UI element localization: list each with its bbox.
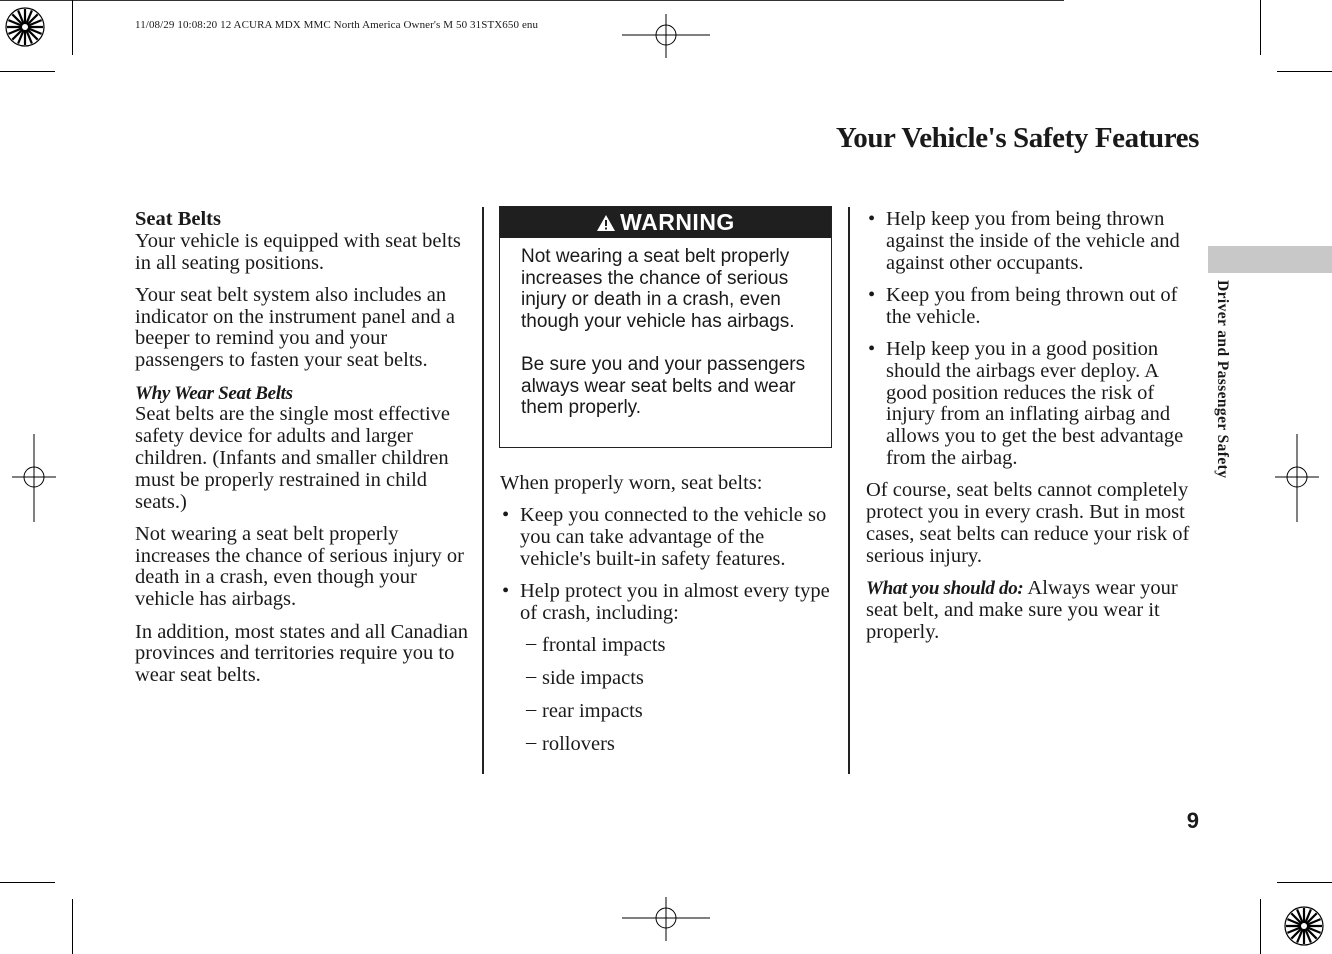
crop-mark — [72, 0, 73, 55]
crop-mark — [1277, 71, 1332, 72]
list-item: • Keep you connected to the vehicle so you can take advantage of the vehicle's built-in safety features. — [502, 504, 827, 570]
list-item: • Help protect you in almost every type of crash, including: — [502, 580, 830, 624]
registration-mark-icon — [12, 434, 56, 522]
list-item: • Help keep you in a good position should the airbags ever deploy. A good position reduces the risk of injury from an inflating airbag and allows you to get the best advantage from the airbag. — [868, 337, 1184, 469]
registration-mark-icon — [1275, 434, 1319, 522]
list-item: – rollovers — [526, 730, 615, 755]
registration-mark-icon — [622, 897, 710, 941]
section-heading: Seat Belts — [135, 208, 221, 230]
bullet-icon: • — [868, 208, 876, 230]
print-info-line: 11/08/29 10:08:20 12 ACURA MDX MMC North America Owner's M 50 31STX650 enu — [135, 19, 539, 31]
paragraph: Your vehicle is equipped with seat belts in all seating positions. — [135, 229, 461, 274]
page-title: Your Vehicle's Safety Features — [835, 122, 1199, 154]
dash-icon: – — [526, 665, 537, 688]
warning-title: WARNING — [620, 209, 735, 235]
crop-mark — [1260, 0, 1261, 55]
list-item: • Keep you from being thrown out of the vehicle. — [868, 283, 1178, 328]
bullet-icon: • — [502, 504, 510, 527]
benefit-list — [866, 209, 1201, 470]
starburst-target-icon — [5, 7, 45, 47]
section-tab-label: Driver and Passenger Safety — [1214, 280, 1231, 479]
page-number: 9 — [1186, 808, 1199, 833]
paragraph: In addition, most states and all Canadian provinces and territories require you to wear seat belts. — [135, 620, 469, 687]
column-middle — [500, 473, 835, 766]
benefit-list — [500, 505, 835, 624]
crop-mark — [0, 71, 55, 72]
crop-mark — [1260, 899, 1261, 954]
dash-icon: – — [526, 730, 537, 753]
title-divider — [0, 0, 1064, 1]
bullet-icon: • — [868, 283, 876, 306]
column-right — [866, 209, 1201, 654]
crash-type-list — [500, 632, 835, 755]
paragraph: When properly worn, seat belts: — [500, 472, 763, 494]
paragraph: Seat belts are the single most effective safety device for adults and larger children. (Infants and smaller children must be properly restrained in child seats.) — [135, 403, 450, 513]
paragraph: Your seat belt system also includes an indicator on the instrument panel and a beeper to remind you and your passengers to fasten your seat belts. — [135, 283, 455, 372]
paragraph: Of course, seat belts cannot completely protect you in every crash. But in most cases, seat belts can reduce your risk of serious injury. — [866, 479, 1190, 567]
list-item: – frontal impacts — [526, 632, 666, 657]
warning-paragraph: Not wearing a seat belt properly increases the chance of serious injury or death in a crash, even though your vehicle has airbags. — [521, 246, 795, 332]
bullet-icon: • — [502, 580, 510, 603]
warning-triangle-icon — [596, 214, 616, 232]
crop-mark — [72, 899, 73, 954]
list-item: – rear impacts — [526, 697, 643, 722]
bullet-icon: • — [868, 337, 876, 360]
dash-icon: – — [526, 632, 537, 655]
warning-paragraph: Be sure you and your passengers always wear seat belts and wear them properly. — [521, 353, 806, 419]
registration-mark-icon — [622, 14, 710, 58]
crop-mark — [1277, 882, 1332, 883]
inline-label: What you should do: — [866, 577, 1024, 599]
dash-icon: – — [526, 697, 537, 720]
column-left — [135, 209, 470, 697]
paragraph: What you should do: Always wear your seat belt, and make sure you wear it properly. — [866, 576, 1178, 643]
warning-body — [500, 238, 831, 419]
starburst-target-icon — [1284, 906, 1324, 946]
column-divider — [848, 207, 850, 774]
list-item: – side impacts — [526, 665, 644, 690]
subheading: Why Wear Seat Belts — [135, 382, 293, 404]
crop-mark — [0, 882, 55, 883]
paragraph: Not wearing a seat belt properly increases the chance of serious injury or death in a crash, even though your vehicle has airbags. — [135, 522, 465, 611]
warning-header — [500, 207, 831, 238]
list-item: • Help keep you from being thrown against the inside of the vehicle and against other occupants. — [868, 208, 1180, 274]
column-divider — [482, 207, 484, 774]
section-tab — [1208, 246, 1332, 273]
warning-box — [499, 206, 832, 448]
